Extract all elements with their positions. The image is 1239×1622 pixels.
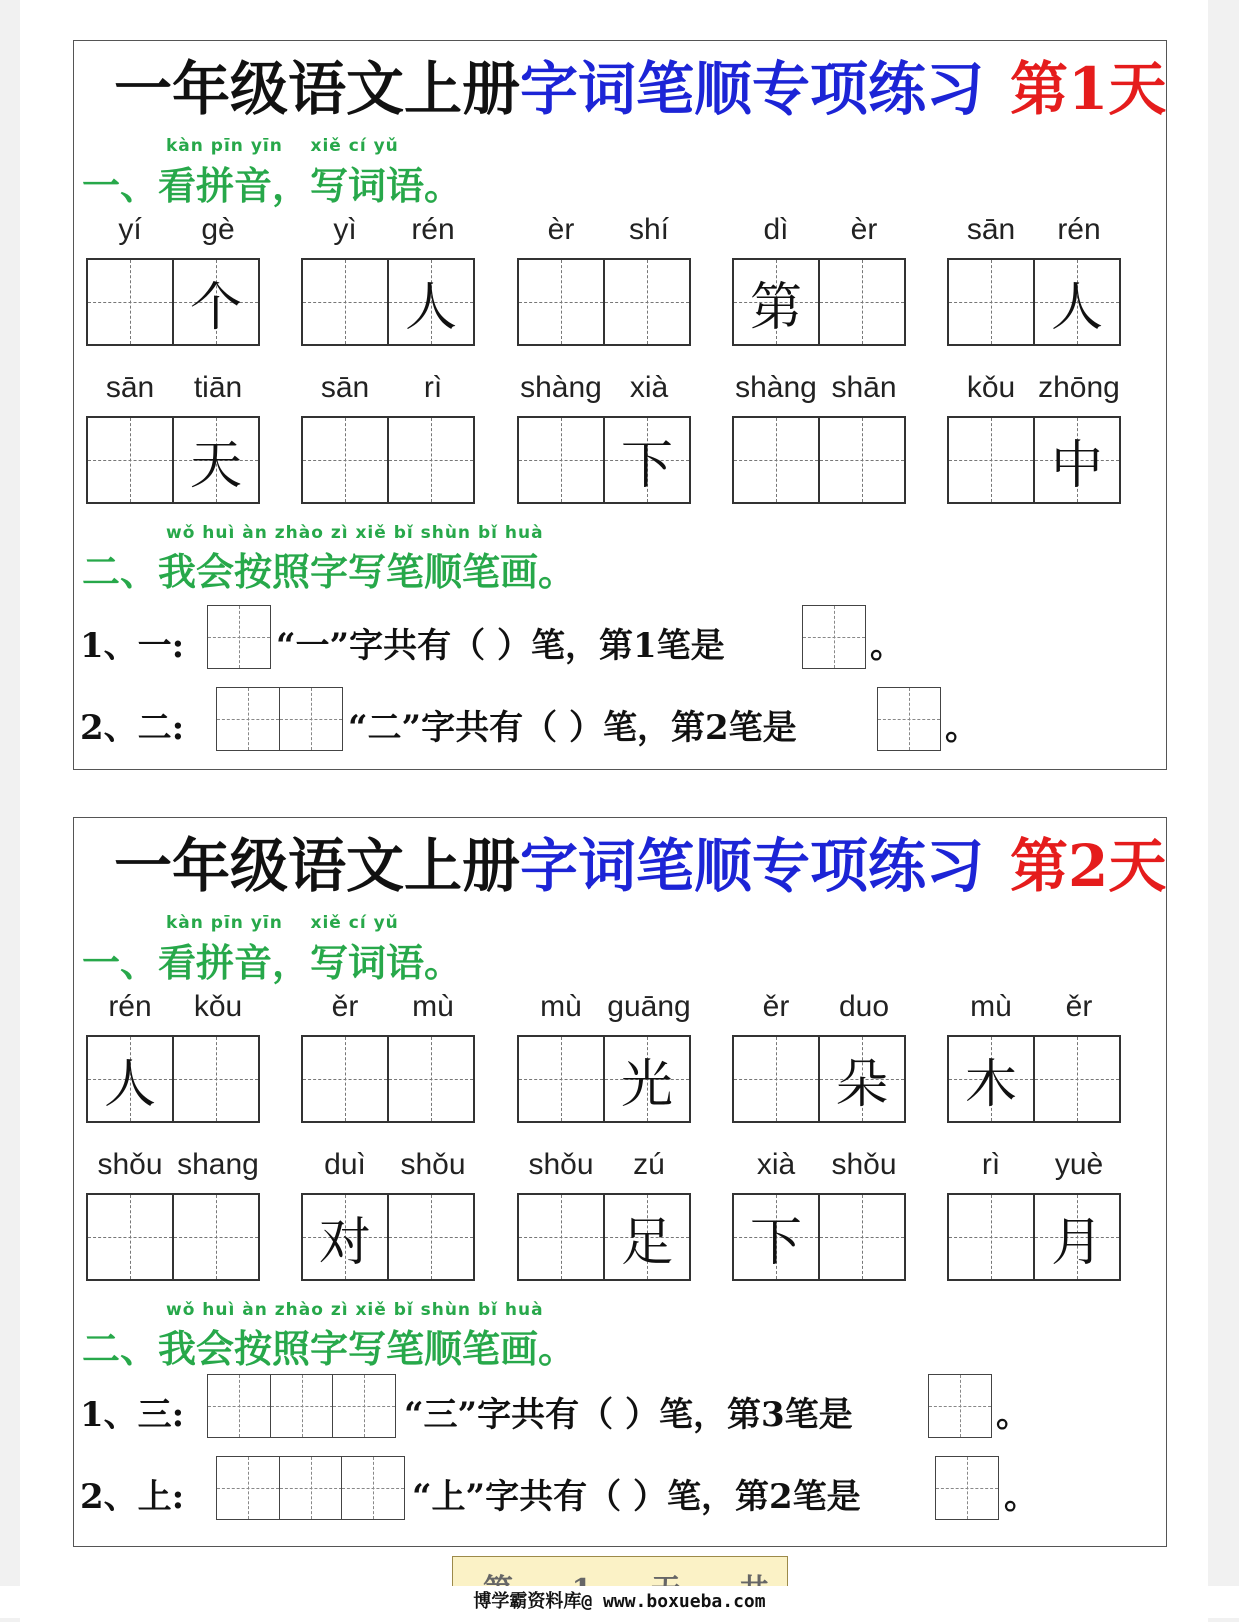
question-label: 1、三:	[80, 1395, 185, 1435]
word-box	[732, 371, 908, 506]
answer-stroke-cell[interactable]	[928, 1374, 992, 1438]
pinyin-syllable: shǒu	[528, 1148, 594, 1181]
writing-cell[interactable]	[732, 416, 820, 504]
given-character	[820, 418, 904, 502]
given-character: 朵	[835, 1054, 888, 1115]
writing-cell[interactable]	[947, 258, 1035, 346]
writing-cell[interactable]	[603, 416, 691, 504]
title-grade: 一年级语文上册	[114, 832, 521, 900]
pinyin-syllable: rén	[1057, 213, 1101, 246]
given-character	[88, 1195, 172, 1279]
pinyin-syllable: èr	[850, 213, 878, 246]
writing-cell[interactable]	[947, 1193, 1035, 1281]
writing-cell[interactable]	[172, 416, 260, 504]
given-character	[174, 1195, 258, 1279]
pinyin-syllable: zhōng	[1038, 371, 1120, 404]
title-day: 第2天	[1010, 832, 1167, 900]
question-label: 1、一:	[80, 626, 185, 666]
given-character	[88, 260, 172, 344]
writing-cell[interactable]	[172, 1035, 260, 1123]
word-box	[517, 371, 693, 506]
given-character	[949, 418, 1033, 502]
pinyin-syllable: shí	[628, 213, 670, 246]
pinyin-syllable: yuè	[1054, 1148, 1104, 1181]
pinyin-syllable: duì	[324, 1148, 366, 1181]
given-character: 天	[189, 435, 242, 496]
word-box	[86, 213, 262, 348]
section2-heading: 二、我会按照字写笔顺笔画。	[82, 1326, 577, 1371]
section1-heading: 一、看拼音，写词语。	[82, 940, 463, 985]
question-end: 。	[1004, 1477, 1038, 1517]
word-box	[86, 990, 262, 1125]
section2-pinyin: wǒ huì àn zhào zì xiě bǐ shùn bǐ huà	[166, 1300, 544, 1320]
given-character	[389, 418, 473, 502]
pinyin-syllable: rén	[108, 990, 152, 1023]
worksheet-title	[114, 49, 1167, 129]
stroke-question	[80, 1456, 1090, 1522]
answer-stroke-cell[interactable]	[877, 687, 941, 751]
pinyin-syllable: kǒu	[193, 990, 243, 1023]
writing-cell[interactable]	[818, 1193, 906, 1281]
given-character: 月	[1050, 1212, 1103, 1273]
writing-cell[interactable]	[387, 1035, 475, 1123]
trace-cell[interactable]	[207, 1374, 271, 1438]
given-character	[1035, 1037, 1119, 1121]
given-character	[519, 418, 603, 502]
word-box	[517, 213, 693, 348]
writing-cell[interactable]	[387, 1193, 475, 1281]
writing-cell[interactable]	[947, 1035, 1035, 1123]
given-character	[174, 1037, 258, 1121]
writing-cell[interactable]	[86, 258, 174, 346]
pinyin-syllable: ěr	[331, 990, 359, 1023]
writing-cell[interactable]	[603, 1035, 691, 1123]
given-character	[389, 1037, 473, 1121]
given-character	[389, 1195, 473, 1279]
trace-cell[interactable]	[216, 687, 280, 751]
writing-cell[interactable]	[818, 258, 906, 346]
section2-heading: 二、我会按照字写笔顺笔画。	[82, 549, 577, 594]
given-character	[303, 418, 387, 502]
pinyin-syllable: shǒu	[831, 1148, 897, 1181]
word-box	[86, 1148, 262, 1283]
given-character	[820, 1195, 904, 1279]
pinyin-syllable: sān	[320, 371, 370, 404]
writing-cell[interactable]	[172, 258, 260, 346]
given-character	[734, 1037, 818, 1121]
question-text: “三”字共有（ ）笔，第3笔是	[404, 1395, 853, 1435]
pinyin-syllable: ěr	[762, 990, 790, 1023]
given-character: 人	[404, 277, 457, 338]
writing-cell[interactable]	[732, 1193, 820, 1281]
given-character	[949, 1195, 1033, 1279]
pinyin-syllable: rì	[423, 371, 443, 404]
given-character	[88, 418, 172, 502]
section1-pinyin: kàn pīn yīn xiě cí yǔ	[166, 913, 399, 933]
pinyin-syllable: mù	[540, 990, 582, 1023]
section1-heading: 一、看拼音，写词语。	[82, 163, 463, 208]
writing-cell[interactable]	[387, 416, 475, 504]
writing-cell[interactable]	[1033, 1193, 1121, 1281]
worksheet-day-2	[73, 817, 1167, 1547]
word-box	[732, 1148, 908, 1283]
writing-cell[interactable]	[1033, 1035, 1121, 1123]
given-character: 人	[103, 1054, 156, 1115]
given-character: 木	[964, 1054, 1017, 1115]
pinyin-syllable: mù	[970, 990, 1012, 1023]
pinyin-syllable: yí	[118, 213, 142, 246]
word-box	[732, 990, 908, 1125]
word-box	[947, 213, 1123, 348]
pinyin-syllable: shàng	[735, 371, 817, 404]
pinyin-syllable: shān	[831, 371, 897, 404]
pinyin-syllable: xià	[629, 371, 669, 404]
pinyin-syllable: kǒu	[966, 371, 1016, 404]
given-character	[820, 260, 904, 344]
pinyin-syllable: duo	[838, 990, 890, 1023]
word-box	[947, 990, 1123, 1125]
pinyin-syllable: yì	[333, 213, 357, 246]
title-topic: 字词笔顺专项练习	[520, 55, 985, 123]
given-character	[519, 1037, 603, 1121]
trace-cell[interactable]	[270, 1374, 334, 1438]
writing-cell[interactable]	[517, 416, 605, 504]
word-box	[517, 990, 693, 1125]
pinyin-syllable: shǒu	[400, 1148, 466, 1181]
word-box	[947, 1148, 1123, 1283]
writing-cell[interactable]	[301, 416, 389, 504]
pinyin-syllable: shǒu	[97, 1148, 163, 1181]
answer-stroke-cell[interactable]	[802, 605, 866, 669]
pinyin-syllable: rén	[411, 213, 455, 246]
pinyin-syllable: rì	[981, 1148, 1001, 1181]
pinyin-syllable: sān	[105, 371, 155, 404]
title-topic: 字词笔顺专项练习	[520, 832, 985, 900]
trace-cell[interactable]	[332, 1374, 396, 1438]
question-text: “上”字共有（ ）笔，第2笔是	[412, 1477, 861, 1517]
given-character	[519, 1195, 603, 1279]
given-character	[519, 260, 603, 344]
given-character: 对	[318, 1212, 371, 1273]
pinyin-syllable: zú	[633, 1148, 665, 1181]
given-character: 下	[749, 1212, 802, 1273]
writing-cell[interactable]	[818, 416, 906, 504]
given-character: 下	[620, 435, 673, 496]
writing-cell[interactable]	[301, 1035, 389, 1123]
question-label: 2、二:	[80, 708, 185, 748]
question-end: 。	[996, 1395, 1030, 1435]
pinyin-syllable: xià	[756, 1148, 796, 1181]
word-box	[517, 1148, 693, 1283]
question-text: “二”字共有（ ）笔，第2笔是	[348, 708, 797, 748]
writing-cell[interactable]	[732, 258, 820, 346]
pinyin-syllable: gè	[201, 213, 235, 246]
stroke-question	[80, 1374, 1090, 1440]
writing-cell[interactable]	[172, 1193, 260, 1281]
given-character	[303, 260, 387, 344]
word-box	[301, 213, 477, 348]
pinyin-syllable: mù	[412, 990, 454, 1023]
question-end: 。	[870, 626, 904, 666]
given-character: 足	[620, 1212, 673, 1273]
writing-cell[interactable]	[603, 258, 691, 346]
question-end: 。	[945, 708, 979, 748]
word-box	[301, 1148, 477, 1283]
given-character: 中	[1050, 435, 1103, 496]
answer-stroke-cell[interactable]	[935, 1456, 999, 1520]
given-character: 第	[749, 277, 802, 338]
question-label: 2、上:	[80, 1477, 185, 1517]
pinyin-syllable: èr	[547, 213, 575, 246]
writing-cell[interactable]	[301, 1193, 389, 1281]
writing-cell[interactable]	[86, 1035, 174, 1123]
trace-cell[interactable]	[341, 1456, 405, 1520]
given-character	[949, 260, 1033, 344]
word-box	[86, 371, 262, 506]
worksheet-title	[114, 826, 1167, 906]
writing-cell[interactable]	[603, 1193, 691, 1281]
pinyin-syllable: ěr	[1065, 990, 1093, 1023]
writing-cell[interactable]	[732, 1035, 820, 1123]
trace-cell[interactable]	[216, 1456, 280, 1520]
given-character	[605, 260, 689, 344]
writing-cell[interactable]	[517, 1193, 605, 1281]
title-day: 第1天	[1010, 55, 1167, 123]
section2-pinyin: wǒ huì àn zhào zì xiě bǐ shùn bǐ huà	[166, 523, 544, 543]
writing-cell[interactable]	[818, 1035, 906, 1123]
writing-cell[interactable]	[1033, 258, 1121, 346]
word-box	[732, 213, 908, 348]
watermark-footer: 博学霸资料库@ www.boxueba.com	[0, 1586, 1239, 1618]
writing-cell[interactable]	[947, 416, 1035, 504]
section1-pinyin: kàn pīn yīn xiě cí yǔ	[166, 136, 399, 156]
worksheet-day-1	[73, 40, 1167, 770]
given-character: 个	[189, 277, 242, 338]
writing-cell[interactable]	[1033, 416, 1121, 504]
writing-cell[interactable]	[517, 1035, 605, 1123]
writing-cell[interactable]	[387, 258, 475, 346]
title-grade: 一年级语文上册	[114, 55, 521, 123]
pinyin-syllable: tiān	[193, 371, 243, 404]
pinyin-syllable: dì	[763, 213, 789, 246]
writing-cell[interactable]	[517, 258, 605, 346]
word-box	[301, 371, 477, 506]
given-character: 人	[1050, 277, 1103, 338]
writing-cell[interactable]	[86, 1193, 174, 1281]
stroke-question	[80, 687, 1040, 753]
question-text: “一”字共有（ ）笔，第1笔是	[276, 626, 725, 666]
given-character: 光	[620, 1054, 673, 1115]
pinyin-syllable: shàng	[520, 371, 602, 404]
trace-cell[interactable]	[207, 605, 271, 669]
writing-cell[interactable]	[86, 416, 174, 504]
writing-cell[interactable]	[301, 258, 389, 346]
word-box	[947, 371, 1123, 506]
pinyin-syllable: guāng	[607, 990, 691, 1023]
pinyin-syllable: sān	[966, 213, 1016, 246]
stroke-question	[80, 605, 980, 671]
word-box	[301, 990, 477, 1125]
given-character	[303, 1037, 387, 1121]
trace-cell[interactable]	[279, 687, 343, 751]
given-character	[734, 418, 818, 502]
pinyin-syllable: shang	[177, 1148, 259, 1181]
trace-cell[interactable]	[279, 1456, 343, 1520]
